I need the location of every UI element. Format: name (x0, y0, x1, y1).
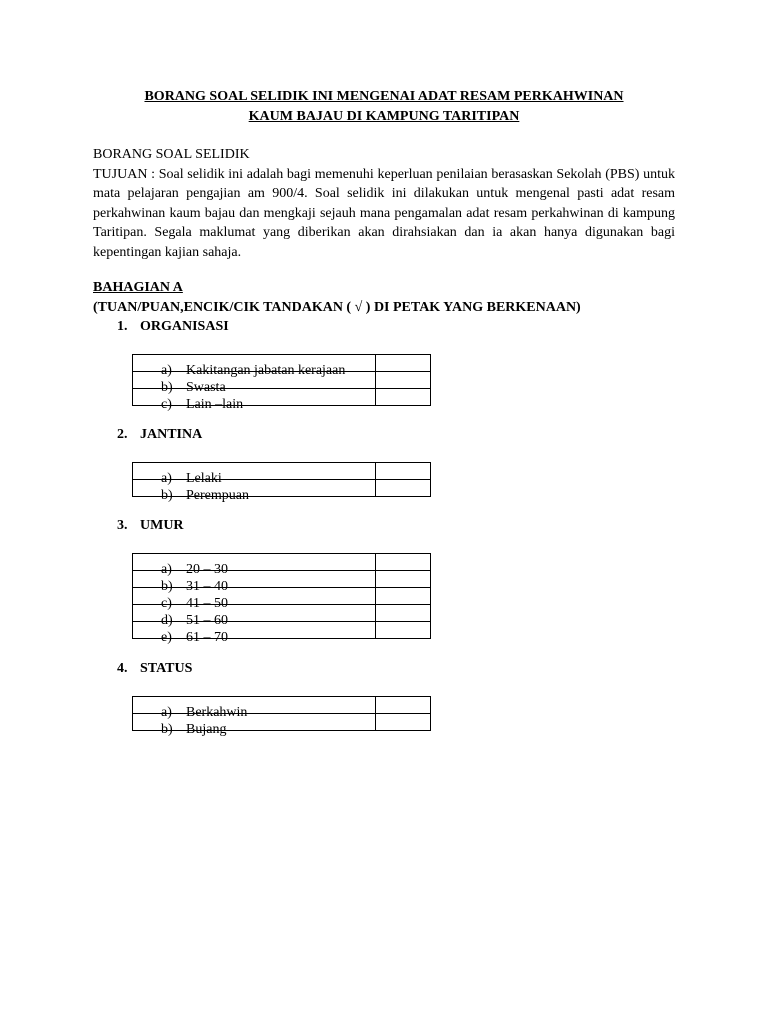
option-checkbox[interactable] (376, 480, 431, 497)
question-2-options (132, 462, 431, 503)
option-label-cell (133, 389, 376, 412)
option-row (133, 697, 431, 714)
option-row (133, 480, 431, 497)
question-number: 2. (117, 427, 128, 442)
document-title (93, 87, 675, 127)
option-row (133, 714, 431, 731)
option-row (133, 372, 431, 389)
option-row (133, 389, 431, 406)
option-label-cell (133, 372, 376, 395)
option-checkbox[interactable] (376, 571, 431, 588)
option-text: Kakitangan jabatan kerajaan (186, 363, 346, 378)
question-number: 3. (117, 518, 128, 533)
question-3-options (132, 553, 431, 645)
question-label: UMUR (140, 518, 184, 533)
option-letter: b) (161, 722, 173, 737)
option-row (133, 605, 431, 622)
option-checkbox[interactable] (376, 605, 431, 622)
option-text: Bujang (186, 722, 227, 737)
question-1-options (132, 354, 431, 412)
section-a-instruction: (TUAN/PUAN,ENCIK/CIK TANDAKAN ( √ ) DI PETAK YANG BERKENAAN) (93, 300, 581, 315)
option-letter: a) (161, 705, 172, 720)
option-row (133, 463, 431, 480)
intro-paragraph: TUJUAN : Soal selidik ini adalah bagi memenuhi keperluan penilaian berasaskan Sekolah (PBS) untuk mata pelajaran pengajian am 900/4. Soal selidik ini dilakukan untuk mengenal pasti adat resam perkahwinan kaum bajau dan mengkaji sejauh mana pengamalan adat resam perkahwinan di kampung Taritipan. Segala maklumat yang diberikan akan dirahsiakan dan ia akan hanya digunakan bagi kepentingan kajian sahaja. (93, 166, 675, 260)
question-4-options (132, 696, 431, 737)
option-row (133, 355, 431, 372)
option-text: 31 – 40 (186, 579, 228, 594)
option-text: Lain –lain (186, 397, 244, 412)
option-row (133, 554, 431, 571)
question-4-heading (117, 660, 192, 678)
option-row (133, 571, 431, 588)
option-label-cell (133, 697, 376, 720)
option-checkbox[interactable] (376, 389, 431, 406)
option-checkbox[interactable] (376, 714, 431, 731)
option-letter: d) (161, 613, 173, 628)
option-letter: c) (161, 397, 172, 412)
option-letter: b) (161, 579, 173, 594)
option-text: 51 – 60 (186, 613, 228, 628)
question-number: 4. (117, 661, 128, 676)
question-2-heading (117, 426, 202, 444)
option-checkbox[interactable] (376, 697, 431, 714)
option-text: Berkahwin (186, 705, 248, 720)
option-checkbox[interactable] (376, 372, 431, 389)
option-text: 41 – 50 (186, 596, 228, 611)
option-text: 20 – 30 (186, 562, 228, 577)
tujuan-label: TUJUAN (93, 166, 148, 182)
option-text: Swasta (186, 380, 226, 395)
option-label-cell (133, 714, 376, 737)
intro-heading: BORANG SOAL SELIDIK (93, 147, 250, 162)
option-row (133, 622, 431, 639)
section-a (93, 278, 581, 318)
option-label-cell (133, 588, 376, 611)
option-text: Perempuan (186, 488, 249, 503)
option-letter: a) (161, 471, 172, 486)
option-label-cell (133, 622, 376, 645)
option-checkbox[interactable] (376, 554, 431, 571)
option-label-cell (133, 355, 376, 378)
question-label: ORGANISASI (140, 319, 229, 334)
option-checkbox[interactable] (376, 622, 431, 639)
question-label: JANTINA (140, 427, 203, 442)
option-label-cell (133, 554, 376, 577)
option-letter: a) (161, 562, 172, 577)
option-label-cell (133, 605, 376, 628)
option-letter: c) (161, 596, 172, 611)
title-line-2: KAUM BAJAU DI KAMPUNG TARITIPAN (248, 109, 520, 124)
option-letter: a) (161, 363, 172, 378)
question-label: STATUS (140, 661, 193, 676)
intro-block (93, 145, 675, 262)
option-row (133, 588, 431, 605)
option-letter: e) (161, 630, 172, 645)
option-checkbox[interactable] (376, 463, 431, 480)
question-3-heading (117, 517, 184, 535)
title-line-1: BORANG SOAL SELIDIK INI MENGENAI ADAT RESAM PERKAHWINAN (144, 89, 624, 104)
section-a-heading: BAHAGIAN A (93, 280, 183, 295)
question-1-heading (117, 318, 229, 336)
option-letter: b) (161, 380, 173, 395)
question-number: 1. (117, 319, 128, 334)
option-label-cell (133, 463, 376, 486)
option-checkbox[interactable] (376, 355, 431, 372)
option-label-cell (133, 571, 376, 594)
option-letter: b) (161, 488, 173, 503)
option-text: 61 – 70 (186, 630, 228, 645)
tujuan-text: Soal selidik ini adalah bagi memenuhi keperluan penilaian berasaskan Sekolah (PBS) untuk mata pelajaran pengajian am 900/4. Soal selidik ini dilakukan untuk mengenal pasti adat resam perkahwinan kaum bajau dan mengkaji sejauh mana pengamalan adat resam perkahwinan di kampung Taritipan. Segala maklumat yang diberikan akan dirahsiakan dan ia akan hanya digunakan bagi kepentingan kajian sahaja. (93, 166, 675, 260)
option-label-cell (133, 480, 376, 503)
option-text: Lelaki (186, 471, 222, 486)
option-checkbox[interactable] (376, 588, 431, 605)
